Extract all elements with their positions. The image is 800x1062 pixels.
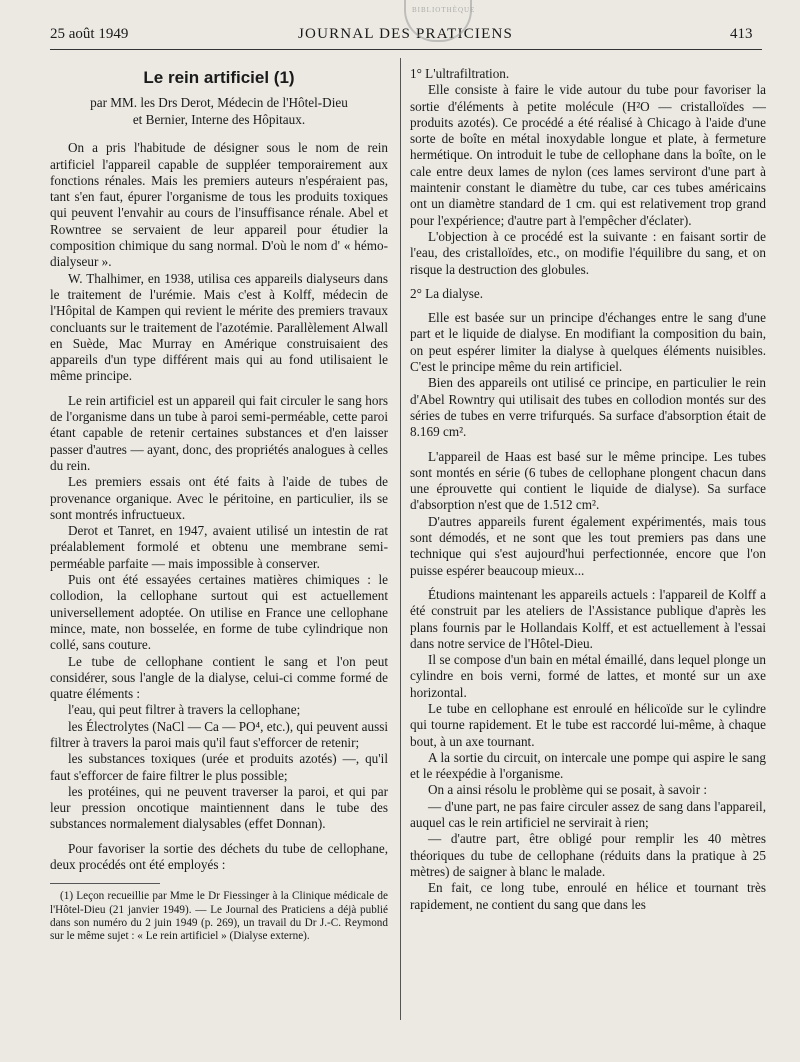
paragraph: Étudions maintenant les appareils actuels : l'appareil de Kolff a été construit par les ateliers de l'Assistance publique d'après les plans fournis par le Hollandais Kolff, et est actuellement à l'essai dans notre service de l'Hôtel-Dieu. <box>410 586 766 651</box>
header-page-number: 413 <box>730 26 753 42</box>
column-divider <box>400 58 401 1020</box>
paragraph: On a ainsi résolu le problème qui se posait, à savoir : <box>428 782 708 798</box>
left-column <box>50 66 388 943</box>
header-journal-title: JOURNAL DES PRATICIENS <box>298 26 514 42</box>
paragraph: Pour favoriser la sortie des déchets du tube de cellophane, deux procédés ont été employés : <box>50 840 388 873</box>
byline <box>50 94 388 128</box>
byline-line-2: et Bernier, Interne des Hôpitaux. <box>132 112 306 128</box>
paragraph: l'eau, qui peut filtrer à travers la cellophane; <box>68 702 301 718</box>
section-title-dialyse: 2° La dialyse. <box>410 285 484 301</box>
paragraph: L'appareil de Haas est basé sur le même principe. Les tubes sont montés en série (6 tubes de cellophane plongent chacun dans une éprouvette qui contient le liquide de dialyse). Sa surface d'absorption n'est que de 1.512 cm². <box>410 448 766 513</box>
byline-line-1: par MM. les Drs Derot, Médecin de l'Hôtel-Dieu <box>90 95 348 111</box>
footnote-rule <box>50 883 160 884</box>
footnote: (1) Leçon recueillie par Mme le Dr Fiessinger à la Clinique médicale de l'Hôtel-Dieu (21 janvier 1949). — Le Journal des Praticiens a déjà publié dans son numéro du 2 juin 1949 (p. 269), un travail du Dr J.-C. Reymond sur le même sujet : « Le rein artificiel » (Dialyse externe). <box>50 890 388 942</box>
right-column <box>410 66 766 913</box>
article-title: Le rein artificiel (1) <box>143 68 295 87</box>
paragraph: L'objection à ce procédé est la suivante : en faisant sortir de l'eau, des cristalloïdes, etc., on modifie l'équilibre du sang, et on risque la destruction des globules. <box>410 228 766 277</box>
paragraph: Le tube de cellophane contient le sang et l'on peut considérer, sous l'angle de la dialyse, celui-ci comme formé de quatre éléments : <box>50 653 388 702</box>
paragraph: En fait, ce long tube, enroulé en hélice et tournant très rapidement, ne contient du sang que dans les <box>410 880 766 912</box>
section-title-ultrafiltration: 1° L'ultrafiltration. <box>410 66 510 81</box>
paragraph: On a pris l'habitude de désigner sous le nom de rein artificiel l'appareil capable de suppléer temporairement aux fonctions rénales. Mais les premiers auteurs n'espéraient pas, tant s'en faut, épurer l'organisme de tous les produits toxiques qui peuvent l'envahir au cours de l'insuffisance rénale. Abel et Rowntree se servaient de leur appareil pour étudier la composition chimique du sang normal. D'où le nom d' « hémo-dialyseur ». <box>50 140 388 270</box>
header-rule <box>50 49 762 50</box>
stamp-text: BIBLIOTHÈQUE <box>412 6 476 14</box>
paragraph: Derot et Tanret, en 1947, avaient utilisé un intestin de rat préalablement formolé et obtenu une membrane semi-perméable parfaite — mais impossible à conserver. <box>50 523 388 571</box>
paragraph: Les premiers essais ont été faits à l'aide de tubes de provenance organique. Avec le péritoine, en particulier, ils se sont montrés infructueux. <box>50 474 388 522</box>
paragraph: D'autres appareils furent également expérimentés, mais tous sont démodés, et ne sont que les tout premiers pas dans une technique qui s'est aujourd'hui perfectionnée, encore que l'on puisse espérer beaucoup mieux... <box>410 513 766 578</box>
paragraph: Elle est basée sur un principe d'échanges entre le sang d'une part et le liquide de dialyse. En modifiant la composition du bain, on peut espérer limiter la dialyse à quelques éléments nuisibles. C'est le principe même du rein artificiel. <box>410 310 766 375</box>
paragraph: Puis ont été essayées certaines matières chimiques : le collodion, la cellophane surtout qui est actuellement universellement adoptée. On utilise en France une cellophane mince, mate, non bosselée, en forme de tube cylindrique non collé, sans couture. <box>50 572 388 653</box>
paragraph: — d'une part, ne pas faire circuler assez de sang dans l'appareil, auquel cas le rein artificiel ne servirait à rien; <box>410 798 766 831</box>
paragraph: — d'autre part, être obligé pour remplir les 40 mètres théoriques du tube de cellophane (réduits dans la pratique à 25 mètres) de saigner à blanc le malade. <box>410 831 766 879</box>
paragraph: les Électrolytes (NaCl — Ca — PO⁴, etc.), qui peuvent aussi filtrer à travers la paroi mais qu'il faut s'efforcer de retenir; <box>50 718 388 750</box>
paragraph: les substances toxiques (urée et produits azotés) —, qu'il faut s'efforcer de faire filtrer le plus possible; <box>50 751 388 783</box>
paragraph: Bien des appareils ont utilisé ce principe, en particulier le rein d'Abel Rowntry qui utilisait des tubes en collodion montés sur des séries de tubes en verre trifurqués. Sa surface d'absorption était de 8.169 cm². <box>410 375 766 440</box>
paragraph: Le rein artificiel est un appareil qui fait circuler le sang hors de l'organisme dans un tube à paroi semi-perméable, cette paroi étant capable de retenir certaines substances et d'en laisser passer d'autres — ayant, donc, des propriétés analogues à celles du rein. <box>50 392 388 473</box>
page-header <box>0 26 800 50</box>
header-date: 25 août 1949 <box>50 26 129 42</box>
paragraph: Il se compose d'un bain en métal émaillé, dans lequel plonge un cylindre en bois verni, formé de lattes, et monté sur un axe horizontal. <box>410 652 766 700</box>
paragraph: A la sortie du circuit, on intercale une pompe qui aspire le sang et le réexpédie à l'organisme. <box>410 749 766 782</box>
paragraph: Le tube en cellophane est enroulé en hélicoïde sur le cylindre qui tourne rapidement. Et le tube est raccordé lui-même, à chaque bout, à un axe tournant. <box>410 700 766 749</box>
paragraph: Elle consiste à faire le vide autour du tube pour favoriser la sortie d'éléments à petite molécule (H²O — cristalloïdes — produits azotés). Ce procédé a été réalisé à Chicago à l'aide d'une sorte de boîte en métal inoxydable longue et plate, à fermeture hermétique. On introduit le tube de cellophane dans la boîte, on le cale entre deux lames de nylon (ces lames serviront d'une part à maintenir constant le diamètre du tube, car ces tubes américains ont un diamètre standard de 1 cm. qui est relativement trop grand pour l'expérience; d'autre part à l'empêcher d'éclater). <box>410 82 766 228</box>
paragraph: W. Thalhimer, en 1938, utilisa ces appareils dialyseurs dans le traitement de l'urémie. Mais c'est à Kolff, médecin de l'Hôpital de Kampen qui revient le mérite des premiers travaux concluants sur le traitement de l'azotémie. Parallèlement Alwall en Suède, Mac Murray en Amérique construisaient des appareils d'un type différent mais qui au fond utilisaient le même principe. <box>50 270 388 384</box>
paragraph: les protéines, qui ne peuvent traverser la paroi, et qui par leur pression oncotique maintiennent dans le tube des substances normalement dialysables (effet Donnan). <box>50 783 388 832</box>
